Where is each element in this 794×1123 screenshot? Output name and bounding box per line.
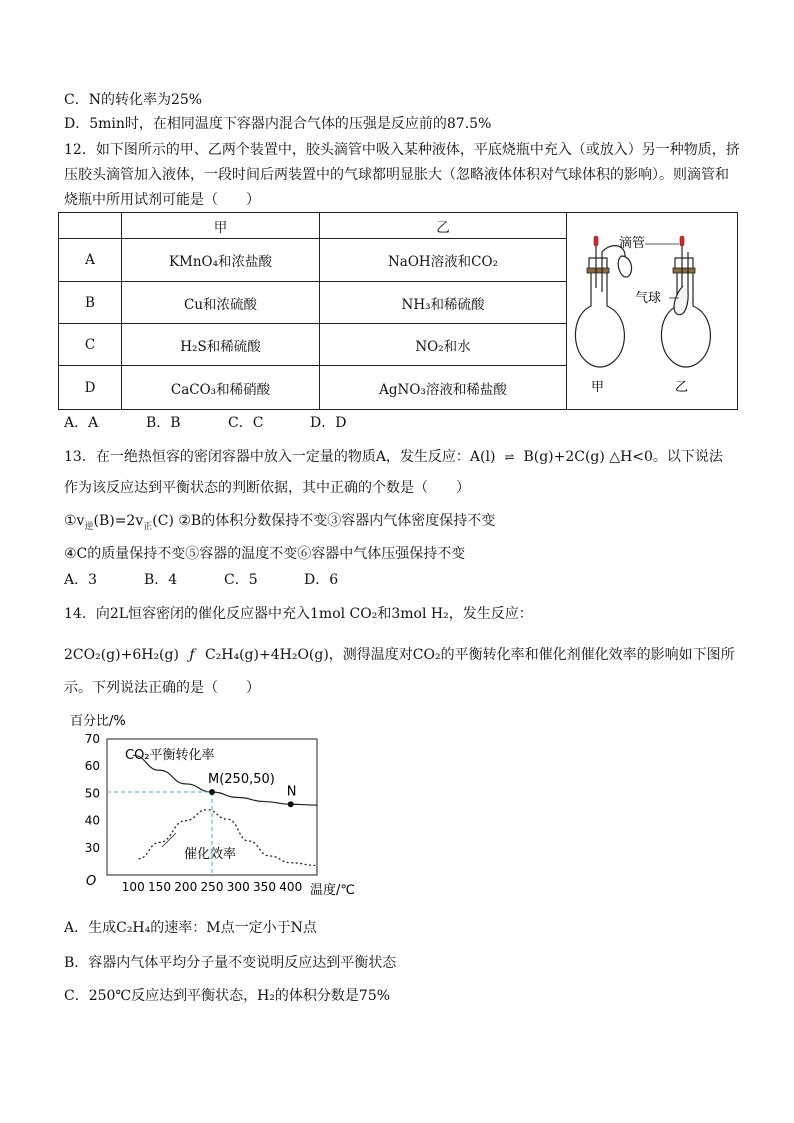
q12-line2: 压胶头滴管加入液体，一段时间后两装置中的气球都明显胀大（忽略液体体积对气球体积的影响）。则滴管和 <box>64 167 729 183</box>
q14-line2-a: 2CO₂(g)+6H₂(g) <box>64 647 179 663</box>
y-axis-label: 百分比/% <box>70 714 126 729</box>
q13-options <box>64 570 338 590</box>
flask-yi <box>661 258 710 367</box>
series-label-conversion: CO₂平衡转化率 <box>125 748 215 763</box>
x-tick-label: 200 <box>174 880 198 894</box>
point-n-label: N <box>286 784 297 800</box>
y-tick-label: 70 <box>84 732 100 746</box>
row-c-yi: NO₂和水 <box>320 324 567 366</box>
row-b-label: B <box>59 282 122 324</box>
dropper-label: 滴管 <box>619 236 646 251</box>
q13-line3-mid: (B)=2v <box>93 513 144 529</box>
row-d-label: D <box>59 366 122 410</box>
q14-option-b: B．容器内气体平均分子量不变说明反应达到平衡状态 <box>64 955 397 971</box>
stopper-jia <box>587 268 609 273</box>
row-d-yi: AgNO₃溶液和稀盐酸 <box>320 366 567 410</box>
q12-option-b: B．B <box>146 415 181 431</box>
yi-label: 乙 <box>675 380 689 395</box>
q12-option-d: D．D <box>310 415 347 431</box>
q12-line3: 烧瓶中所用试剂可能是（ ） <box>64 192 260 208</box>
q14-line2-b: C₂H₄(g)+4H₂O(g)，测得温度对CO₂的平衡转化率和催化剂催化效率的影响如下图所 <box>204 647 735 663</box>
q13-line2: 作为该反应达到平衡状态的判断依据，其中正确的个数是（ ） <box>64 480 470 496</box>
q13-line3 <box>64 511 495 537</box>
q14-arrow-glyph: ƒ <box>189 647 195 663</box>
q13-line1-b: B(g)+2C(g) △H<0。以下说法 <box>523 449 723 465</box>
point-m <box>209 789 215 795</box>
point-m-label: M(250,50) <box>208 772 275 788</box>
q13-option-a: A．3 <box>64 572 98 588</box>
q12-line1: 12．如下图所示的甲、乙两个装置中，胶头滴管中吸入某种液体，平底烧瓶中充入（或放入）另一种物质，挤 <box>64 142 740 158</box>
y-tick-label: 40 <box>84 813 100 828</box>
x-tick-label: 350 <box>253 880 276 894</box>
flask-jia <box>575 258 624 367</box>
x-tick-label: 100 <box>121 880 145 894</box>
q12-option-a: A．A <box>64 415 99 431</box>
prev-option-d: D．5min时，在相同温度下容器内混合气体的压强是反应前的87.5% <box>64 116 492 132</box>
balloon-label: 气球 <box>635 291 662 306</box>
q14-line2 <box>64 645 735 665</box>
reversible-arrow-icon: ⇌ <box>504 450 515 464</box>
q13-line3-end: (C) ②B的体积分数保持不变③容器内气体密度保持不变 <box>152 513 496 529</box>
row-c-label: C <box>59 324 122 366</box>
dropper-jia <box>594 236 602 292</box>
q13-option-c: C．5 <box>224 572 258 588</box>
sub-ni: 逆 <box>84 521 94 532</box>
row-a-yi: NaOH溶液和CO₂ <box>320 239 567 282</box>
dropper-yi <box>680 236 688 290</box>
row-b-jia: Cu和浓硫酸 <box>122 282 320 324</box>
q13-line4: ④C的质量保持不变⑤容器的温度不变⑥容器中气体压强保持不变 <box>64 546 466 562</box>
row-c-jia: H₂S和稀硫酸 <box>122 324 320 366</box>
apparatus-figure <box>567 226 736 396</box>
q14-line1: 14．向2L恒容密闭的催化反应器中充入1mol CO₂和3mol H₂，发生反应： <box>64 606 533 622</box>
q14-line3: 示。下列说法正确的是（ ） <box>64 680 260 696</box>
stopper-yi <box>673 268 695 273</box>
balloon-yi <box>674 286 688 315</box>
apparatus-figure-cell <box>567 213 738 410</box>
q14-option-c: C．250℃反应达到平衡状态，H₂的体积分数是75% <box>64 988 391 1004</box>
y-tick-label: 30 <box>84 840 100 855</box>
x-tick-label: 250 <box>200 880 224 894</box>
sub-zheng: 正 <box>143 521 153 532</box>
q12-options <box>64 413 346 433</box>
table-header-yi: 乙 <box>320 213 567 239</box>
table-header-jia: 甲 <box>122 213 320 239</box>
row-b-yi: NH₃和稀硫酸 <box>320 282 567 324</box>
origin-label: O <box>86 874 97 889</box>
q13-option-b: B．4 <box>144 572 178 588</box>
v-symbol: ①v <box>64 513 85 529</box>
row-d-jia: CaCO₃和稀硝酸 <box>122 366 320 410</box>
x-tick-label: 400 <box>279 880 303 894</box>
series-label-efficiency: 催化效率 <box>184 847 237 862</box>
prev-option-c: C．N的转化率为25% <box>64 92 203 108</box>
row-a-jia: KMnO₄和浓盐酸 <box>122 239 320 282</box>
conversion-chart <box>62 705 362 905</box>
y-tick-label: 60 <box>84 759 100 774</box>
x-tick-label: 150 <box>148 880 171 894</box>
q13-option-d: D．6 <box>304 572 339 588</box>
x-tick-label: 300 <box>226 880 250 894</box>
q13-line1-a: 13．在一绝热恒容的密闭容器中放入一定量的物质A，发生反应：A(l) <box>64 449 496 465</box>
table-header-empty <box>59 213 122 239</box>
q14-option-a: A．生成C₂H₄的速率：M点一定小于N点 <box>64 920 317 936</box>
q13-line1 <box>64 447 723 467</box>
row-a-label: A <box>59 239 122 282</box>
jia-label: 甲 <box>591 380 605 395</box>
q12-option-c: C．C <box>228 415 264 431</box>
reagent-table <box>58 212 738 410</box>
point-n <box>288 801 294 807</box>
y-tick-label: 50 <box>84 786 100 801</box>
efficiency-leader-line <box>162 833 176 847</box>
x-axis-label: 温度/℃ <box>310 883 355 898</box>
